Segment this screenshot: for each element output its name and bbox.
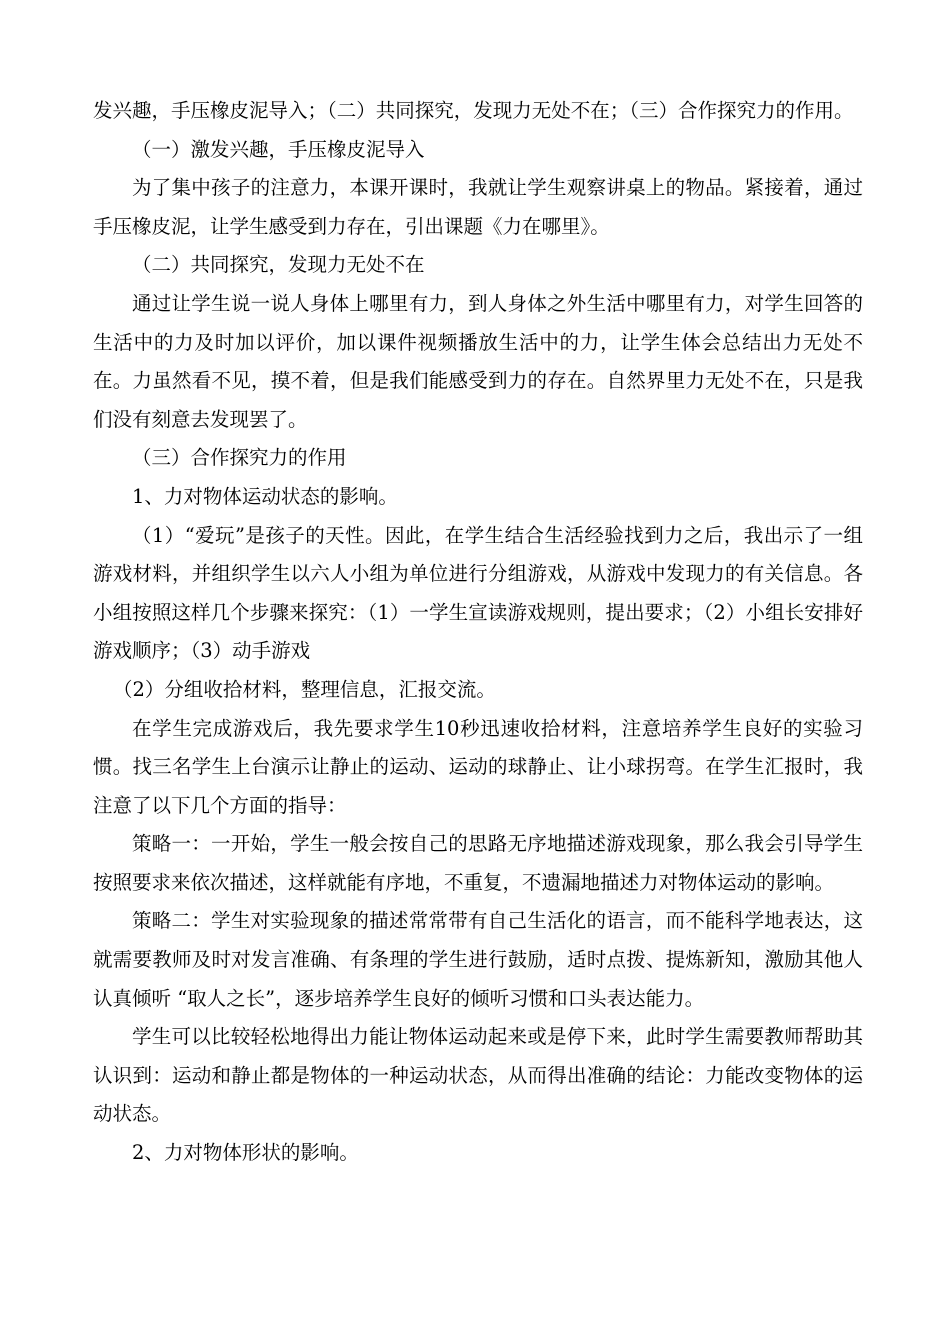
paragraph-report-guidance: 在学生完成游戏后，我先要求学生10秒迅速收拾材料，注意培养学生良好的实验习惯。找三名学生上台演示让静止的运动、运动的球静止、让小球拐弯。在学生汇报时，我注意了以下几个方面的指导：	[93, 716, 863, 817]
section-heading-3: （三）合作探究力的作用	[132, 446, 347, 470]
paragraph-strategy-1: 策略一：一开始，学生一般会按自己的思路无序地描述游戏现象，那么我会引导学生按照要求来依次描述，这样就能有序地，不重复，不遗漏地描述力对物体运动的影响。	[93, 832, 863, 894]
paragraph-overview-continuation: 发兴趣，手压橡皮泥导入；（二）共同探究，发现力无处不在；（三）合作探究力的作用。	[93, 99, 854, 122]
section-heading-2: （二）共同探究，发现力无处不在	[132, 253, 425, 277]
paragraph-section-1: 为了集中孩子的注意力，本课开课时，我就让学生观察讲桌上的物品。紧接着，通过手压橡皮泥，让学生感受到力存在，引出课题《力在哪里》。	[93, 176, 863, 238]
subheading-shape: 2、力对物体形状的影响。	[132, 1141, 359, 1165]
paragraph-conclusion: 学生可以比较轻松地得出力能让物体运动起来或是停下来，此时学生需要教师帮助其认识到：运动和静止都是物体的一种运动状态，从而得出准确的结论：力能改变物体的运动状态。	[93, 1025, 863, 1126]
paragraph-strategy-2: 策略二：学生对实验现象的描述常常带有自己生活化的语言，而不能科学地表达，这就需要教师及时对发言准确、有条理的学生进行鼓励，适时点拨、提炼新知，激励其他人认真倾听 “取人之长”，逐步培养学生良好的倾听习惯和口头表达能力。	[93, 909, 863, 1010]
document-body	[93, 92, 863, 1173]
section-heading-1: （一）激发兴趣，手压橡皮泥导入	[132, 137, 425, 161]
subheading-report: （2）分组收拾材料，整理信息，汇报交流。	[113, 677, 496, 701]
paragraph-section-2: 通过让学生说一说人身体上哪里有力，到人身体之外生活中哪里有力，对学生回答的生活中的力及时加以评价，加以课件视频播放生活中的力，让学生体会总结出力无处不在。力虽然看不见，摸不着，但是我们能感受到力的存在。自然界里力无处不在，只是我们没有刻意去发现罢了。	[93, 291, 863, 431]
subheading-motion-state: 1、力对物体运动状态的影响。	[132, 484, 398, 508]
paragraph-game-activity: （1）“爱玩”是孩子的天性。因此，在学生结合生活经验找到力之后，我出示了一组游戏材料，并组织学生以六人小组为单位进行分组游戏，从游戏中发现力的有关信息。各小组按照这样几个步骤来探究：（1）一学生宣读游戏规则，提出要求；（2）小组长安排好游戏顺序；（3）动手游戏	[93, 523, 863, 663]
